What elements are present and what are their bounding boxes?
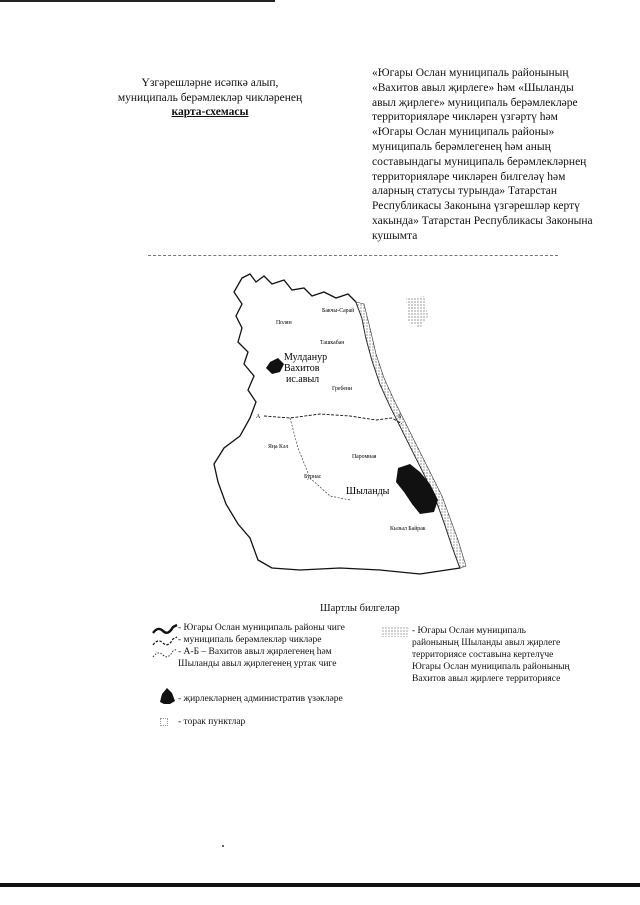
annex-line: муниципаль берәмлегенең һәм аның xyxy=(372,140,551,153)
legend-right-item: Югары Ослан муниципаль районының xyxy=(412,662,570,672)
transfer-area xyxy=(406,296,428,328)
settlement-label: Паромная xyxy=(352,454,377,460)
legend-item: Шыланды авыл җирлегенең уртак чиге xyxy=(178,659,337,669)
legend-item: - җирлекләрнең административ үзәкләре xyxy=(178,694,343,704)
annex-line: территорияләре чикләрен үзгәртү һәм xyxy=(372,111,558,124)
admin-center-label: Вахитов xyxy=(284,363,320,374)
annex-line: территорияләре чикләрен билгеләү һәм xyxy=(372,170,566,183)
annex-line: «Югары Ослан муниципаль районы» xyxy=(372,126,555,139)
title-line-3: карта-схемасы xyxy=(171,106,249,118)
shylangy-label: Шыланды xyxy=(346,486,390,497)
annex-line: «Вахитов авыл җирлеге» һәм «Шыланды xyxy=(372,81,574,94)
legend-title: Шартлы билгеләр xyxy=(320,603,400,614)
settlement-label: Бакчы-Сарай xyxy=(322,308,355,314)
settlement-label: Полян xyxy=(276,320,292,326)
annex-line: составындагы муниципаль берәмлекләрнең xyxy=(372,155,587,168)
legend-item: - А-Б – Вахитов авыл җирлегенең һәм xyxy=(178,647,332,657)
annex-note xyxy=(372,66,608,244)
stray-mark xyxy=(222,845,224,847)
admin-center-label: Мулдануp xyxy=(284,352,328,363)
legend-right-item: Вахитов авыл җирлеге территориясе xyxy=(412,674,561,684)
point-a-label: А xyxy=(256,414,261,420)
annex-line: хакында» Татарстан Республикасы Законына xyxy=(372,214,593,227)
admin-center-symbol xyxy=(156,686,178,706)
separator-line xyxy=(148,255,558,256)
annex-line: аларның статусы турында» Татарстан xyxy=(372,185,558,198)
settlement-label: Кызыл Байрак xyxy=(390,526,426,532)
settlement-label: Яңа Кәл xyxy=(268,444,289,450)
title-line-2: муниципаль берәмлекләр чикләренең xyxy=(117,91,303,104)
legend-right-item: территориясе составына кертелүче xyxy=(412,650,554,660)
legend-item: - торак пунктлар xyxy=(178,717,246,727)
settlement-label: Ташкабан xyxy=(320,340,345,346)
point-b-label: Б xyxy=(398,414,402,420)
legend-item: - Югары Ослан муниципаль районы чиге xyxy=(178,623,345,633)
legend-right-item: районының Шыланды авыл җирлеге xyxy=(412,638,561,648)
legend-item: - муниципаль берәмлекләр чикләре xyxy=(178,635,322,645)
admin-center-label: ис.авыл xyxy=(286,374,320,385)
annex-line: Республикасы Законына үзгәрешләр кертү xyxy=(372,200,580,213)
bottom-rule xyxy=(0,883,640,887)
annex-line: авыл җирлеге» муниципаль берәмлекләре xyxy=(372,96,578,109)
legend-right-item: - Югары Ослан муниципаль xyxy=(412,626,526,636)
annex-line: «Югары Ослан муниципаль районының xyxy=(372,67,569,79)
settlement-label: Бурнас xyxy=(304,474,322,480)
annex-line: кушымта xyxy=(372,229,418,242)
settlement-label: Гребени xyxy=(332,386,353,392)
transfer-area-symbol xyxy=(382,627,408,637)
settlement-symbol xyxy=(160,718,168,726)
district-map xyxy=(180,268,480,584)
top-rule xyxy=(0,0,275,2)
a-b-boundary-symbol xyxy=(152,646,178,660)
map-title-block xyxy=(104,76,316,120)
title-line-1: Үзгәрешләрне исәпкә алып, xyxy=(141,77,279,89)
